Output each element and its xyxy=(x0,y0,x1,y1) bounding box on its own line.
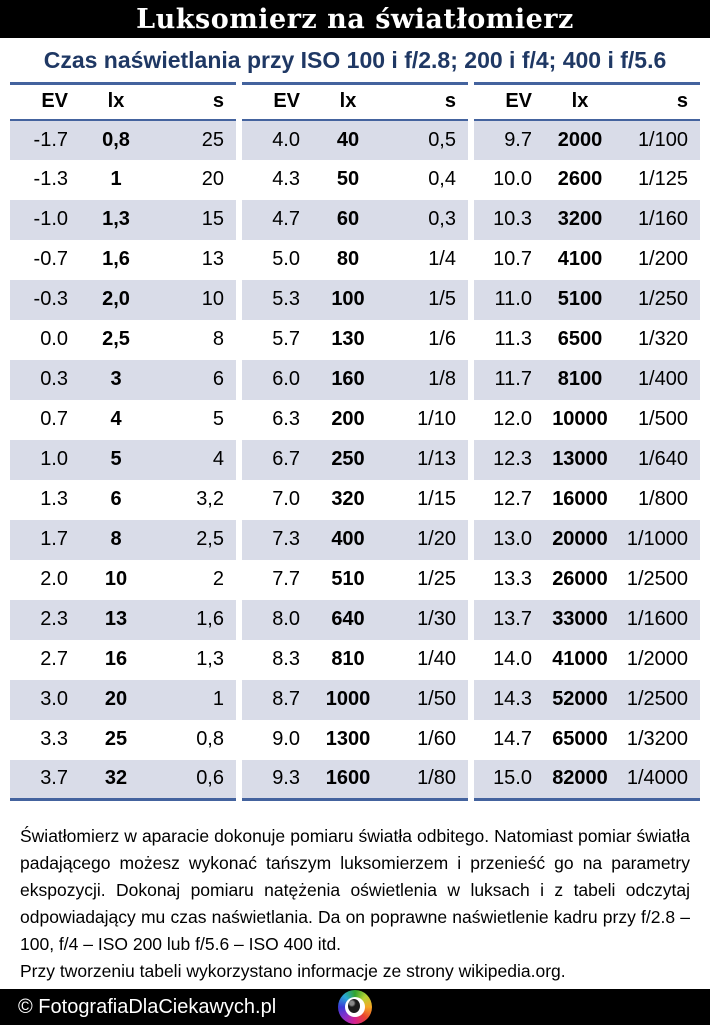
ev-cell: 11.0 xyxy=(494,288,532,310)
column-header-ev: EV xyxy=(505,90,532,113)
s-cell: 1/1600 xyxy=(626,608,688,630)
lx-cell: 1300 xyxy=(325,728,371,750)
lx-cell: 1600 xyxy=(325,767,371,790)
lx-cell: 8 xyxy=(110,528,122,550)
lx-cell: 6 xyxy=(110,488,122,510)
header-row xyxy=(242,84,468,120)
ev-cell: 13.3 xyxy=(493,568,532,590)
table-header xyxy=(242,84,468,120)
ev-cell: 12.7 xyxy=(493,488,532,510)
table-row xyxy=(474,720,700,760)
s-cell: 0,8 xyxy=(196,728,224,750)
ev-cell: 0.3 xyxy=(40,368,68,390)
ev-cell: 4.3 xyxy=(272,168,300,190)
ev-cell: 11.7 xyxy=(494,368,532,390)
description-paragraph: Światłomierz w aparacie dokonuje pomiaru światła odbitego. Natomiast pomiar światła padającego możesz wykonać tańszym luksomierzem i przenieść go na parametry ekspozycji. Dokonaj pomiaru natężenia oświetlenia w luksach i z tabeli odczytaj odpowiadający mu czas naświetlania. Da on poprawne naświetlenie kadru przy f/2.8 – 100, f/4 – ISO 200 lub f/5.6 – ISO 400 itd. xyxy=(20,826,690,954)
table-row xyxy=(242,440,468,480)
ev-cell: 0.7 xyxy=(40,408,68,430)
ev-cell: 12.0 xyxy=(493,408,532,430)
ev-cell: -0.7 xyxy=(33,248,68,270)
s-cell: 10 xyxy=(201,288,224,310)
ev-cell: 10.0 xyxy=(493,168,532,190)
subtitle: Czas naświetlania przy ISO 100 i f/2.8; 200 i f/4; 400 i f/5.6 xyxy=(43,46,667,73)
table-row xyxy=(10,120,236,160)
page-title: Luksomierz na światłomierz xyxy=(136,3,574,35)
lx-cell: 16000 xyxy=(552,488,608,510)
table-row xyxy=(10,240,236,280)
s-cell: 1/100 xyxy=(637,128,688,151)
s-cell: 1 xyxy=(212,688,224,710)
ev-cell: 6.0 xyxy=(272,368,300,390)
table-row xyxy=(474,760,700,800)
bottom-bar xyxy=(0,989,710,1025)
ev-cell: 1.7 xyxy=(40,528,68,550)
tables-container xyxy=(0,82,710,801)
table-row xyxy=(10,320,236,360)
lx-cell: 50 xyxy=(336,168,360,190)
column-header-ev: EV xyxy=(41,90,68,113)
ev-cell: 14.7 xyxy=(493,728,532,750)
lx-cell: 2600 xyxy=(557,168,603,190)
column-header-ev: EV xyxy=(273,90,300,113)
lx-cell: 65000 xyxy=(552,728,608,750)
lx-cell: 20 xyxy=(104,688,128,710)
ev-cell: 2.7 xyxy=(40,648,68,670)
table-row xyxy=(474,120,700,160)
s-cell: 1/800 xyxy=(637,488,688,510)
ev-cell: 2.3 xyxy=(40,608,68,630)
table-row xyxy=(242,400,468,440)
lx-cell: 13 xyxy=(104,608,128,630)
ev-cell: 3.0 xyxy=(40,688,68,710)
ev-cell: -1.3 xyxy=(33,168,68,190)
s-cell: 8 xyxy=(212,328,224,350)
lx-cell: 810 xyxy=(331,648,365,670)
table-row xyxy=(242,320,468,360)
lx-cell: 2000 xyxy=(557,128,603,151)
s-cell: 1/640 xyxy=(637,448,688,470)
lx-cell: 1,6 xyxy=(102,248,130,270)
s-cell: 1/250 xyxy=(637,288,688,310)
s-cell: 2 xyxy=(212,568,224,590)
lx-cell: 80 xyxy=(336,248,360,270)
ev-cell: 4.7 xyxy=(272,208,300,230)
table-row xyxy=(242,680,468,720)
ev-cell: 3.7 xyxy=(40,767,68,790)
table-row xyxy=(242,520,468,560)
ev-cell: -1.7 xyxy=(33,128,68,151)
s-cell: 2,5 xyxy=(196,528,224,550)
table-header xyxy=(10,84,236,120)
table-body xyxy=(242,120,468,800)
lx-cell: 10 xyxy=(104,568,128,590)
exposure-table-iso200 xyxy=(242,82,468,801)
s-cell: 1/15 xyxy=(417,488,456,510)
s-cell: 1/40 xyxy=(417,648,456,670)
table-row xyxy=(242,240,468,280)
lx-cell: 0,8 xyxy=(102,128,130,151)
s-cell: 1/320 xyxy=(637,328,688,350)
s-cell: 1/20 xyxy=(417,528,456,550)
s-cell: 0,5 xyxy=(428,128,456,151)
table-row xyxy=(474,160,700,200)
exposure-table-iso400 xyxy=(474,82,700,801)
table-row xyxy=(474,200,700,240)
table-row xyxy=(474,520,700,560)
s-cell: 1/8 xyxy=(428,368,456,390)
copyright-text: © FotografiaDlaCiekawych.pl xyxy=(18,995,277,1018)
ev-cell: 14.3 xyxy=(493,688,532,710)
header-row xyxy=(474,84,700,120)
lx-cell: 26000 xyxy=(552,568,608,590)
s-cell: 1/2500 xyxy=(626,568,688,590)
s-cell: 1/400 xyxy=(637,368,688,390)
ev-cell: 7.3 xyxy=(272,528,300,550)
column-header-lx: lx xyxy=(571,90,589,113)
ev-cell: 7.7 xyxy=(272,568,300,590)
ev-cell: 1.0 xyxy=(40,448,68,470)
lx-cell: 130 xyxy=(331,328,365,350)
ev-cell: 13.7 xyxy=(493,608,532,630)
s-cell: 1/60 xyxy=(417,728,456,750)
ev-cell: -1.0 xyxy=(33,208,68,230)
ev-cell: 3.3 xyxy=(40,728,68,750)
table-row xyxy=(474,320,700,360)
title-bar xyxy=(0,0,710,38)
lx-cell: 1000 xyxy=(325,688,371,710)
table-row xyxy=(474,640,700,680)
s-cell: 1,3 xyxy=(196,648,224,670)
s-cell: 20 xyxy=(201,168,224,190)
s-cell: 1/3200 xyxy=(626,728,688,750)
table-row xyxy=(474,440,700,480)
s-cell: 1/13 xyxy=(417,448,456,470)
header-row xyxy=(10,84,236,120)
table-row xyxy=(10,720,236,760)
ev-cell: 5.3 xyxy=(272,288,300,310)
table-header xyxy=(474,84,700,120)
lx-cell: 4 xyxy=(110,408,122,430)
ev-cell: 6.3 xyxy=(272,408,300,430)
lx-cell: 41000 xyxy=(552,648,608,670)
s-cell: 3,2 xyxy=(196,488,224,510)
table-row xyxy=(10,640,236,680)
ev-cell: 7.0 xyxy=(272,488,300,510)
lx-cell: 250 xyxy=(331,448,365,470)
table-row xyxy=(474,280,700,320)
lx-cell: 33000 xyxy=(552,608,608,630)
lx-cell: 25 xyxy=(104,728,128,750)
lx-cell: 82000 xyxy=(552,767,608,790)
lx-cell: 640 xyxy=(331,608,365,630)
table-row xyxy=(10,560,236,600)
lx-cell: 5 xyxy=(110,448,122,470)
ev-cell: 10.7 xyxy=(493,248,532,270)
s-cell: 1/2500 xyxy=(626,688,688,710)
lx-cell: 13000 xyxy=(552,448,608,470)
ev-cell: 12.3 xyxy=(493,448,532,470)
lx-cell: 3200 xyxy=(557,208,603,230)
table-row xyxy=(242,720,468,760)
table-body xyxy=(474,120,700,800)
table-row xyxy=(10,600,236,640)
table-row xyxy=(474,680,700,720)
s-cell: 0,3 xyxy=(428,208,456,230)
ev-cell: 15.0 xyxy=(493,767,532,790)
s-cell: 1/4 xyxy=(428,248,456,270)
lx-cell: 100 xyxy=(331,288,365,310)
table-row xyxy=(474,360,700,400)
table-row xyxy=(242,280,468,320)
ev-cell: 9.0 xyxy=(272,728,300,750)
lx-cell: 8100 xyxy=(557,368,603,390)
s-cell: 4 xyxy=(212,448,224,470)
lx-cell: 510 xyxy=(331,568,365,590)
s-cell: 13 xyxy=(201,248,224,270)
s-cell: 0,6 xyxy=(196,767,224,790)
lx-cell: 4100 xyxy=(557,248,603,270)
table-row xyxy=(10,680,236,720)
table-row xyxy=(10,400,236,440)
column-header-s: s xyxy=(676,90,688,113)
table-row xyxy=(242,120,468,160)
ev-cell: -0.3 xyxy=(33,288,68,310)
table-body xyxy=(10,120,236,800)
s-cell: 1/50 xyxy=(417,688,456,710)
eye-icon xyxy=(345,997,365,1017)
lx-cell: 20000 xyxy=(552,528,608,550)
ev-cell: 10.3 xyxy=(493,208,532,230)
table-row xyxy=(242,640,468,680)
table-row xyxy=(10,520,236,560)
table-row xyxy=(10,480,236,520)
s-cell: 1/80 xyxy=(417,767,456,790)
ev-cell: 5.7 xyxy=(272,328,300,350)
lx-cell: 200 xyxy=(331,408,365,430)
table-row xyxy=(474,560,700,600)
lx-cell: 60 xyxy=(336,208,360,230)
s-cell: 1,6 xyxy=(196,608,224,630)
table-row xyxy=(242,760,468,800)
table-row xyxy=(474,480,700,520)
ev-cell: 5.0 xyxy=(272,248,300,270)
s-cell: 5 xyxy=(212,408,224,430)
source-note: Przy tworzeniu tabeli wykorzystano informacje ze strony wikipedia.org. xyxy=(20,960,566,981)
s-cell: 1/25 xyxy=(417,568,456,590)
lx-cell: 40 xyxy=(336,128,360,151)
s-cell: 1/4000 xyxy=(626,767,688,790)
lx-cell: 3 xyxy=(110,368,122,390)
ev-cell: 8.3 xyxy=(272,648,300,670)
table-row xyxy=(10,200,236,240)
lx-cell: 320 xyxy=(331,488,365,510)
s-cell: 1/5 xyxy=(428,288,456,310)
ev-cell: 9.7 xyxy=(504,128,532,151)
ev-cell: 2.0 xyxy=(40,568,68,590)
lx-cell: 10000 xyxy=(552,408,608,430)
ev-cell: 11.3 xyxy=(494,328,532,350)
table-row xyxy=(242,200,468,240)
s-cell: 1/160 xyxy=(637,208,688,230)
s-cell: 1/500 xyxy=(637,408,688,430)
aperture-logo-icon xyxy=(338,990,372,1024)
table-row xyxy=(242,600,468,640)
s-cell: 1/6 xyxy=(428,328,456,350)
table-row xyxy=(242,160,468,200)
s-cell: 25 xyxy=(201,128,224,151)
lx-cell: 1 xyxy=(110,168,122,190)
table-row xyxy=(474,400,700,440)
ev-cell: 13.0 xyxy=(493,528,532,550)
lx-cell: 5100 xyxy=(557,288,603,310)
ev-cell: 0.0 xyxy=(40,328,68,350)
ev-cell: 14.0 xyxy=(493,648,532,670)
s-cell: 1/30 xyxy=(417,608,456,630)
s-cell: 1/2000 xyxy=(626,648,688,670)
exposure-table-iso100 xyxy=(10,82,236,801)
s-cell: 1/200 xyxy=(637,248,688,270)
table-row xyxy=(242,560,468,600)
table-row xyxy=(10,360,236,400)
lx-cell: 2,5 xyxy=(102,328,130,350)
column-header-lx: lx xyxy=(339,90,357,113)
s-cell: 1/125 xyxy=(637,168,688,190)
ev-cell: 1.3 xyxy=(40,488,68,510)
ev-cell: 4.0 xyxy=(272,128,300,151)
s-cell: 6 xyxy=(212,368,224,390)
column-header-s: s xyxy=(444,90,456,113)
table-row xyxy=(10,440,236,480)
s-cell: 15 xyxy=(201,208,224,230)
lx-cell: 6500 xyxy=(557,328,603,350)
lx-cell: 32 xyxy=(104,767,128,790)
lx-cell: 160 xyxy=(331,368,365,390)
ev-cell: 8.7 xyxy=(272,688,300,710)
lx-cell: 1,3 xyxy=(102,208,130,230)
s-cell: 1/10 xyxy=(417,408,456,430)
table-row xyxy=(474,240,700,280)
s-cell: 0,4 xyxy=(428,168,456,190)
s-cell: 1/1000 xyxy=(626,528,688,550)
table-row xyxy=(10,160,236,200)
table-row xyxy=(10,760,236,800)
table-row xyxy=(242,480,468,520)
table-row xyxy=(474,600,700,640)
ev-cell: 6.7 xyxy=(272,448,300,470)
ev-cell: 9.3 xyxy=(272,767,300,790)
column-header-lx: lx xyxy=(107,90,125,113)
ev-cell: 8.0 xyxy=(272,608,300,630)
lx-cell: 52000 xyxy=(552,688,608,710)
lx-cell: 2,0 xyxy=(102,288,130,310)
column-header-s: s xyxy=(212,90,224,113)
table-row xyxy=(10,280,236,320)
lx-cell: 16 xyxy=(104,648,128,670)
lx-cell: 400 xyxy=(331,528,365,550)
table-row xyxy=(242,360,468,400)
